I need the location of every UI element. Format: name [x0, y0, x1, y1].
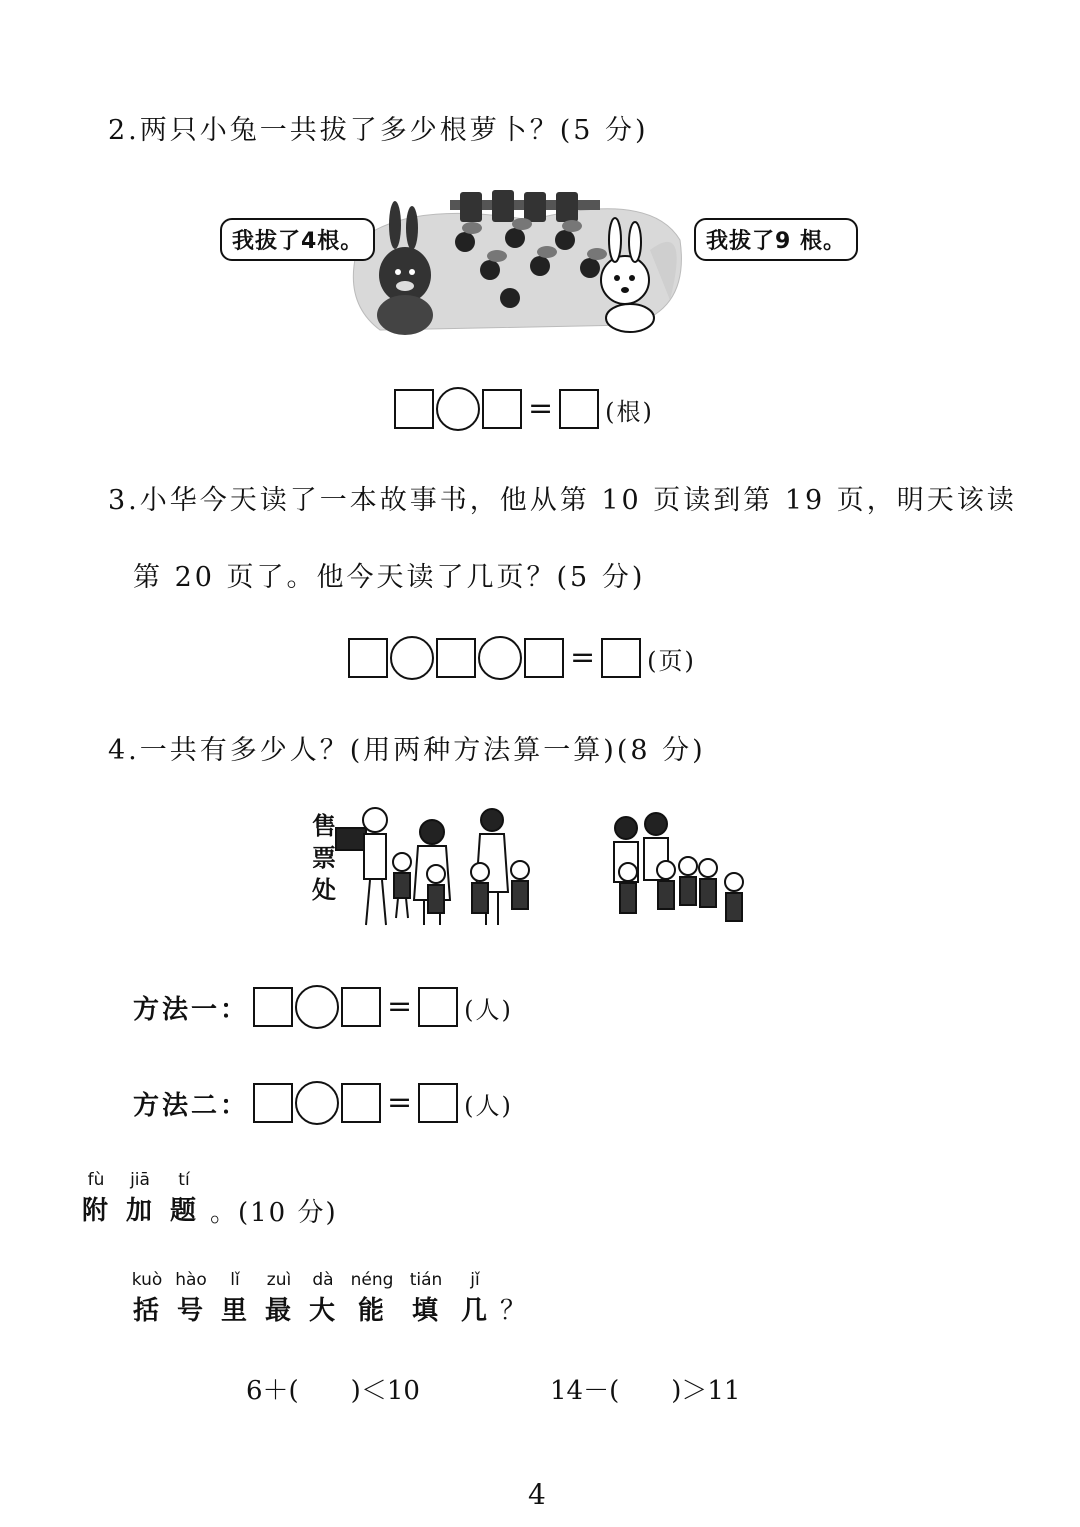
method-2-equation: [133, 1080, 513, 1126]
hanzi: 括: [132, 1296, 161, 1326]
result-box[interactable]: [418, 987, 458, 1027]
answer-box[interactable]: [341, 1083, 381, 1123]
result-box[interactable]: [601, 638, 641, 678]
answer-box[interactable]: [394, 389, 434, 429]
unit-label: (人): [464, 1091, 513, 1120]
ticket-queue-illustration: [330, 800, 770, 939]
pinyin: hào: [175, 1270, 207, 1290]
operator-circle[interactable]: [478, 636, 522, 680]
pinyin: lǐ: [230, 1270, 240, 1290]
equals-sign: =: [387, 1085, 413, 1120]
left-rabbit-speech-bubble: 我拔了4根。: [220, 218, 375, 261]
right-rabbit-speech-bubble: 我拔了9 根。: [694, 218, 858, 261]
operator-circle[interactable]: [390, 636, 434, 680]
page-number: 4: [528, 1478, 546, 1511]
method-1-label: 方法一：: [133, 994, 250, 1025]
q3-equation: [348, 635, 696, 681]
bonus-question: [128, 1270, 526, 1327]
people-queue-image: [330, 800, 770, 935]
unit-label: (页): [647, 646, 696, 675]
equals-sign: =: [570, 640, 596, 675]
operator-circle[interactable]: [295, 1081, 339, 1125]
hanzi: 能: [357, 1296, 386, 1326]
pinyin: dà: [312, 1270, 334, 1290]
hanzi: 题: [169, 1196, 198, 1226]
pinyin: jiā: [130, 1170, 150, 1190]
unit-label: (根): [605, 397, 654, 426]
sign-char: 票: [312, 843, 336, 872]
pinyin: fù: [87, 1170, 105, 1190]
hanzi: 加: [125, 1196, 154, 1226]
bonus-expression-1: 6＋( )＜10: [246, 1376, 420, 1406]
answer-box[interactable]: [482, 389, 522, 429]
question-4-text: 4.一共有多少人？(用两种方法算一算)(8 分): [108, 735, 706, 766]
pinyin: kuò: [131, 1270, 163, 1290]
question-2-text: 2.两只小兔一共拔了多少根萝卜？(5 分): [108, 115, 649, 146]
hanzi: 填: [411, 1296, 440, 1326]
sign-char: 售: [312, 811, 336, 840]
bonus-expression-2: 14－( )＞11: [550, 1376, 741, 1406]
answer-box[interactable]: [253, 1083, 293, 1123]
result-box[interactable]: [418, 1083, 458, 1123]
hanzi: 附: [81, 1196, 110, 1226]
pinyin: tí: [178, 1170, 190, 1190]
question-mark: ？: [500, 1296, 527, 1326]
answer-box[interactable]: [524, 638, 564, 678]
hanzi: 几: [460, 1296, 489, 1326]
operator-circle[interactable]: [295, 985, 339, 1029]
sign-char: 处: [312, 875, 336, 904]
bonus-score: 。(10 分): [210, 1198, 338, 1228]
pinyin: tián: [409, 1270, 443, 1290]
hanzi: 大: [308, 1296, 337, 1326]
pinyin: jǐ: [470, 1270, 480, 1290]
question-3-line-2: 第 20 页了。他今天读了几页？(5 分): [133, 562, 646, 593]
hanzi: 里: [220, 1296, 249, 1326]
hanzi: 最: [264, 1296, 293, 1326]
equals-sign: =: [528, 391, 554, 426]
operator-circle[interactable]: [436, 387, 480, 431]
question-3-line-1: 3.小华今天读了一本故事书，他从第 10 页读到第 19 页，明天该读: [108, 485, 1017, 516]
result-box[interactable]: [559, 389, 599, 429]
answer-box[interactable]: [341, 987, 381, 1027]
answer-box[interactable]: [348, 638, 388, 678]
answer-box[interactable]: [436, 638, 476, 678]
equals-sign: =: [387, 989, 413, 1024]
method-2-label: 方法二：: [133, 1090, 250, 1121]
q2-equation: [394, 386, 654, 432]
pinyin: zuì: [266, 1270, 292, 1290]
pinyin: néng: [350, 1270, 394, 1290]
hanzi: 号: [176, 1296, 205, 1326]
method-1-equation: [133, 984, 513, 1030]
unit-label: (人): [464, 995, 513, 1024]
answer-box[interactable]: [253, 987, 293, 1027]
bonus-title: [78, 1170, 338, 1229]
